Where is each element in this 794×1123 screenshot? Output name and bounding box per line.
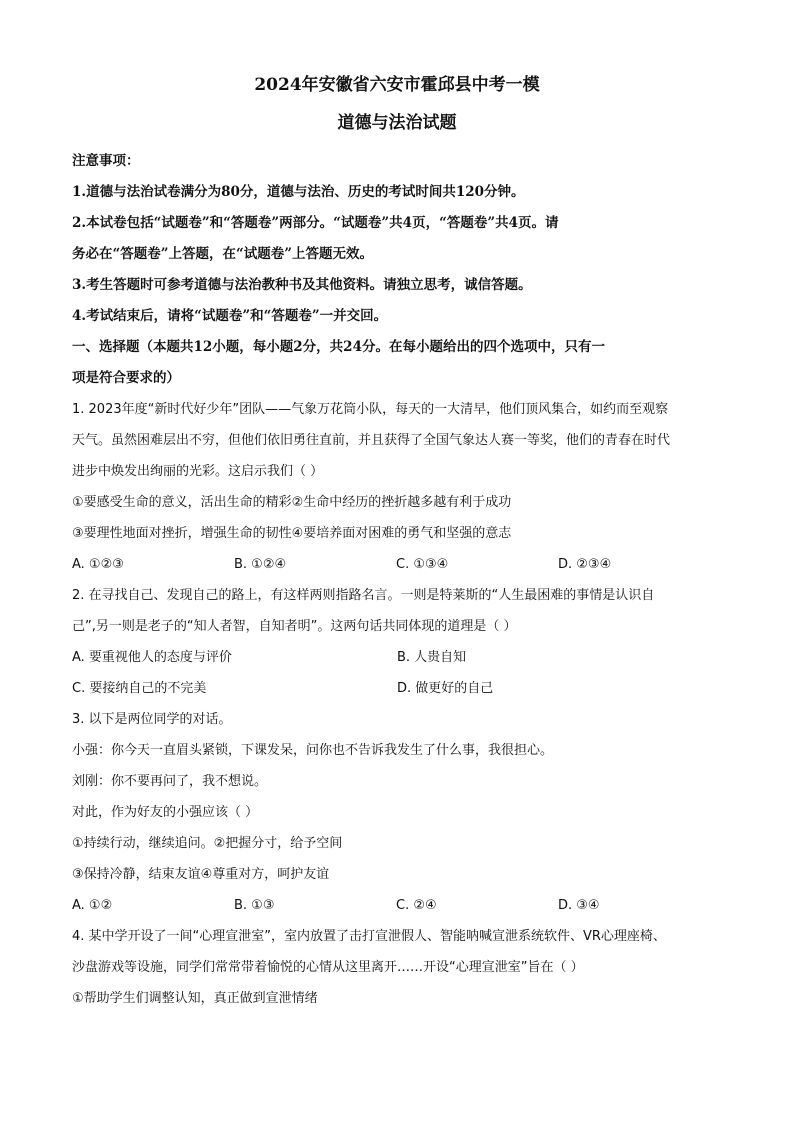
option-b: B. ①③ bbox=[234, 898, 275, 913]
question-1 bbox=[72, 394, 722, 580]
notice-item: 4.考试结束后，请将“试题卷”和“答题卷”一并交回。 bbox=[72, 308, 388, 324]
question-statement: ①持续行动，继续追问。②把握分寸，给予空间 bbox=[72, 836, 343, 851]
notice-section bbox=[72, 146, 722, 332]
option-b: B. 人贵自知 bbox=[397, 650, 467, 665]
notice-item: 务必在“答题卷”上答题，在“试题卷”上答题无效。 bbox=[72, 246, 374, 262]
question-stem: 3. 以下是两位同学的对话。 bbox=[72, 712, 232, 727]
option-c: C. ①③④ bbox=[396, 557, 449, 572]
answer-options bbox=[72, 890, 722, 921]
option-d: D. ②③④ bbox=[558, 557, 612, 572]
section-heading-line: 项是符合要求的） bbox=[72, 370, 180, 386]
question-statement: ③要理性地面对挫折，增强生命的韧性④要培养面对困难的勇气和坚强的意志 bbox=[72, 526, 512, 541]
dialogue-line: 小强：你今天一直眉头紧锁，下课发呆，问你也不告诉我发生了什么事，我很担心。 bbox=[72, 743, 554, 758]
exam-title: 2024年安徽省六安市霍邱县中考一模 bbox=[254, 75, 540, 95]
question-stem: 进步中焕发出绚丽的光彩。这启示我们（ ） bbox=[72, 464, 324, 479]
answer-options bbox=[72, 642, 722, 673]
dialogue-line: 刘刚：你不要再问了，我不想说。 bbox=[72, 774, 268, 789]
question-stem: 4. 某中学开设了一间“心理宣泄室”，室内放置了击打宣泄假人、智能呐喊宣泄系统软件、VR心理座椅、 bbox=[72, 929, 666, 944]
question-stem: 己”,另一则是老子的“知人者智，自知者明”。这两句话共同体现的道理是（ ） bbox=[72, 619, 517, 634]
question-2 bbox=[72, 580, 722, 704]
section-heading-line: 一、选择题（本题共12小题，每小题2分，共24分。在每小题给出的四个选项中，只有一 bbox=[72, 339, 605, 355]
option-b: B. ①②④ bbox=[234, 557, 287, 572]
answer-options bbox=[72, 549, 722, 580]
notice-item: 2.本试卷包括“试题卷”和“答题卷”两部分。“试题卷”共4页，“答题卷”共4页。请 bbox=[72, 215, 559, 231]
answer-options bbox=[72, 673, 722, 704]
question-stem: 1. 2023年度“新时代好少年”团队——气象万花筒小队，每天的一大清早，他们顶风集合，如约而至观察 bbox=[72, 402, 669, 417]
option-c: C. 要接纳自己的不完美 bbox=[72, 681, 207, 696]
option-a: A. ①②③ bbox=[72, 557, 124, 572]
question-stem: 2. 在寻找自己、发现自己的路上，有这样两则指路名言。一则是特莱斯的“人生最困难的事情是认识自 bbox=[72, 588, 655, 603]
question-statement: ③保持冷静，结束友谊④尊重对方，呵护友谊 bbox=[72, 867, 330, 882]
notice-item: 3.考生答题时可参考道德与法治教种书及其他资料。请独立思考，诚信答题。 bbox=[72, 277, 532, 293]
option-d: D. ③④ bbox=[558, 898, 600, 913]
question-4 bbox=[72, 921, 722, 1014]
exam-page bbox=[72, 72, 722, 1014]
question-3 bbox=[72, 704, 722, 921]
question-statement: ①要感受生命的意义，活出生命的精彩②生命中经历的挫折越多越有利于成功 bbox=[72, 495, 512, 510]
option-d: D. 做更好的自己 bbox=[397, 681, 494, 696]
exam-subtitle: 道德与法治试题 bbox=[337, 113, 457, 133]
notice-heading: 注意事项： bbox=[72, 153, 140, 169]
option-c: C. ②④ bbox=[396, 898, 437, 913]
option-a: A. ①② bbox=[72, 898, 113, 913]
section-heading bbox=[72, 332, 722, 394]
notice-item: 1.道德与法治试卷满分为80分，道德与法治、历史的考试时间共120分钟。 bbox=[72, 184, 525, 200]
question-stem: 天气。虽然困难层出不穷，但他们依旧勇往直前，并且获得了全国气象达人赛一等奖，他们的青春在时代 bbox=[72, 433, 671, 448]
question-stem: 对此，作为好友的小强应该（ ） bbox=[72, 805, 259, 820]
question-statement: ①帮助学生们调整认知，真正做到宣泄情绪 bbox=[72, 991, 318, 1006]
question-stem: 沙盘游戏等设施，同学们常常带着愉悦的心情从这里离开……开设“心理宣泄室”旨在（ ） bbox=[72, 960, 584, 975]
option-a: A. 要重视他人的态度与评价 bbox=[72, 650, 232, 665]
